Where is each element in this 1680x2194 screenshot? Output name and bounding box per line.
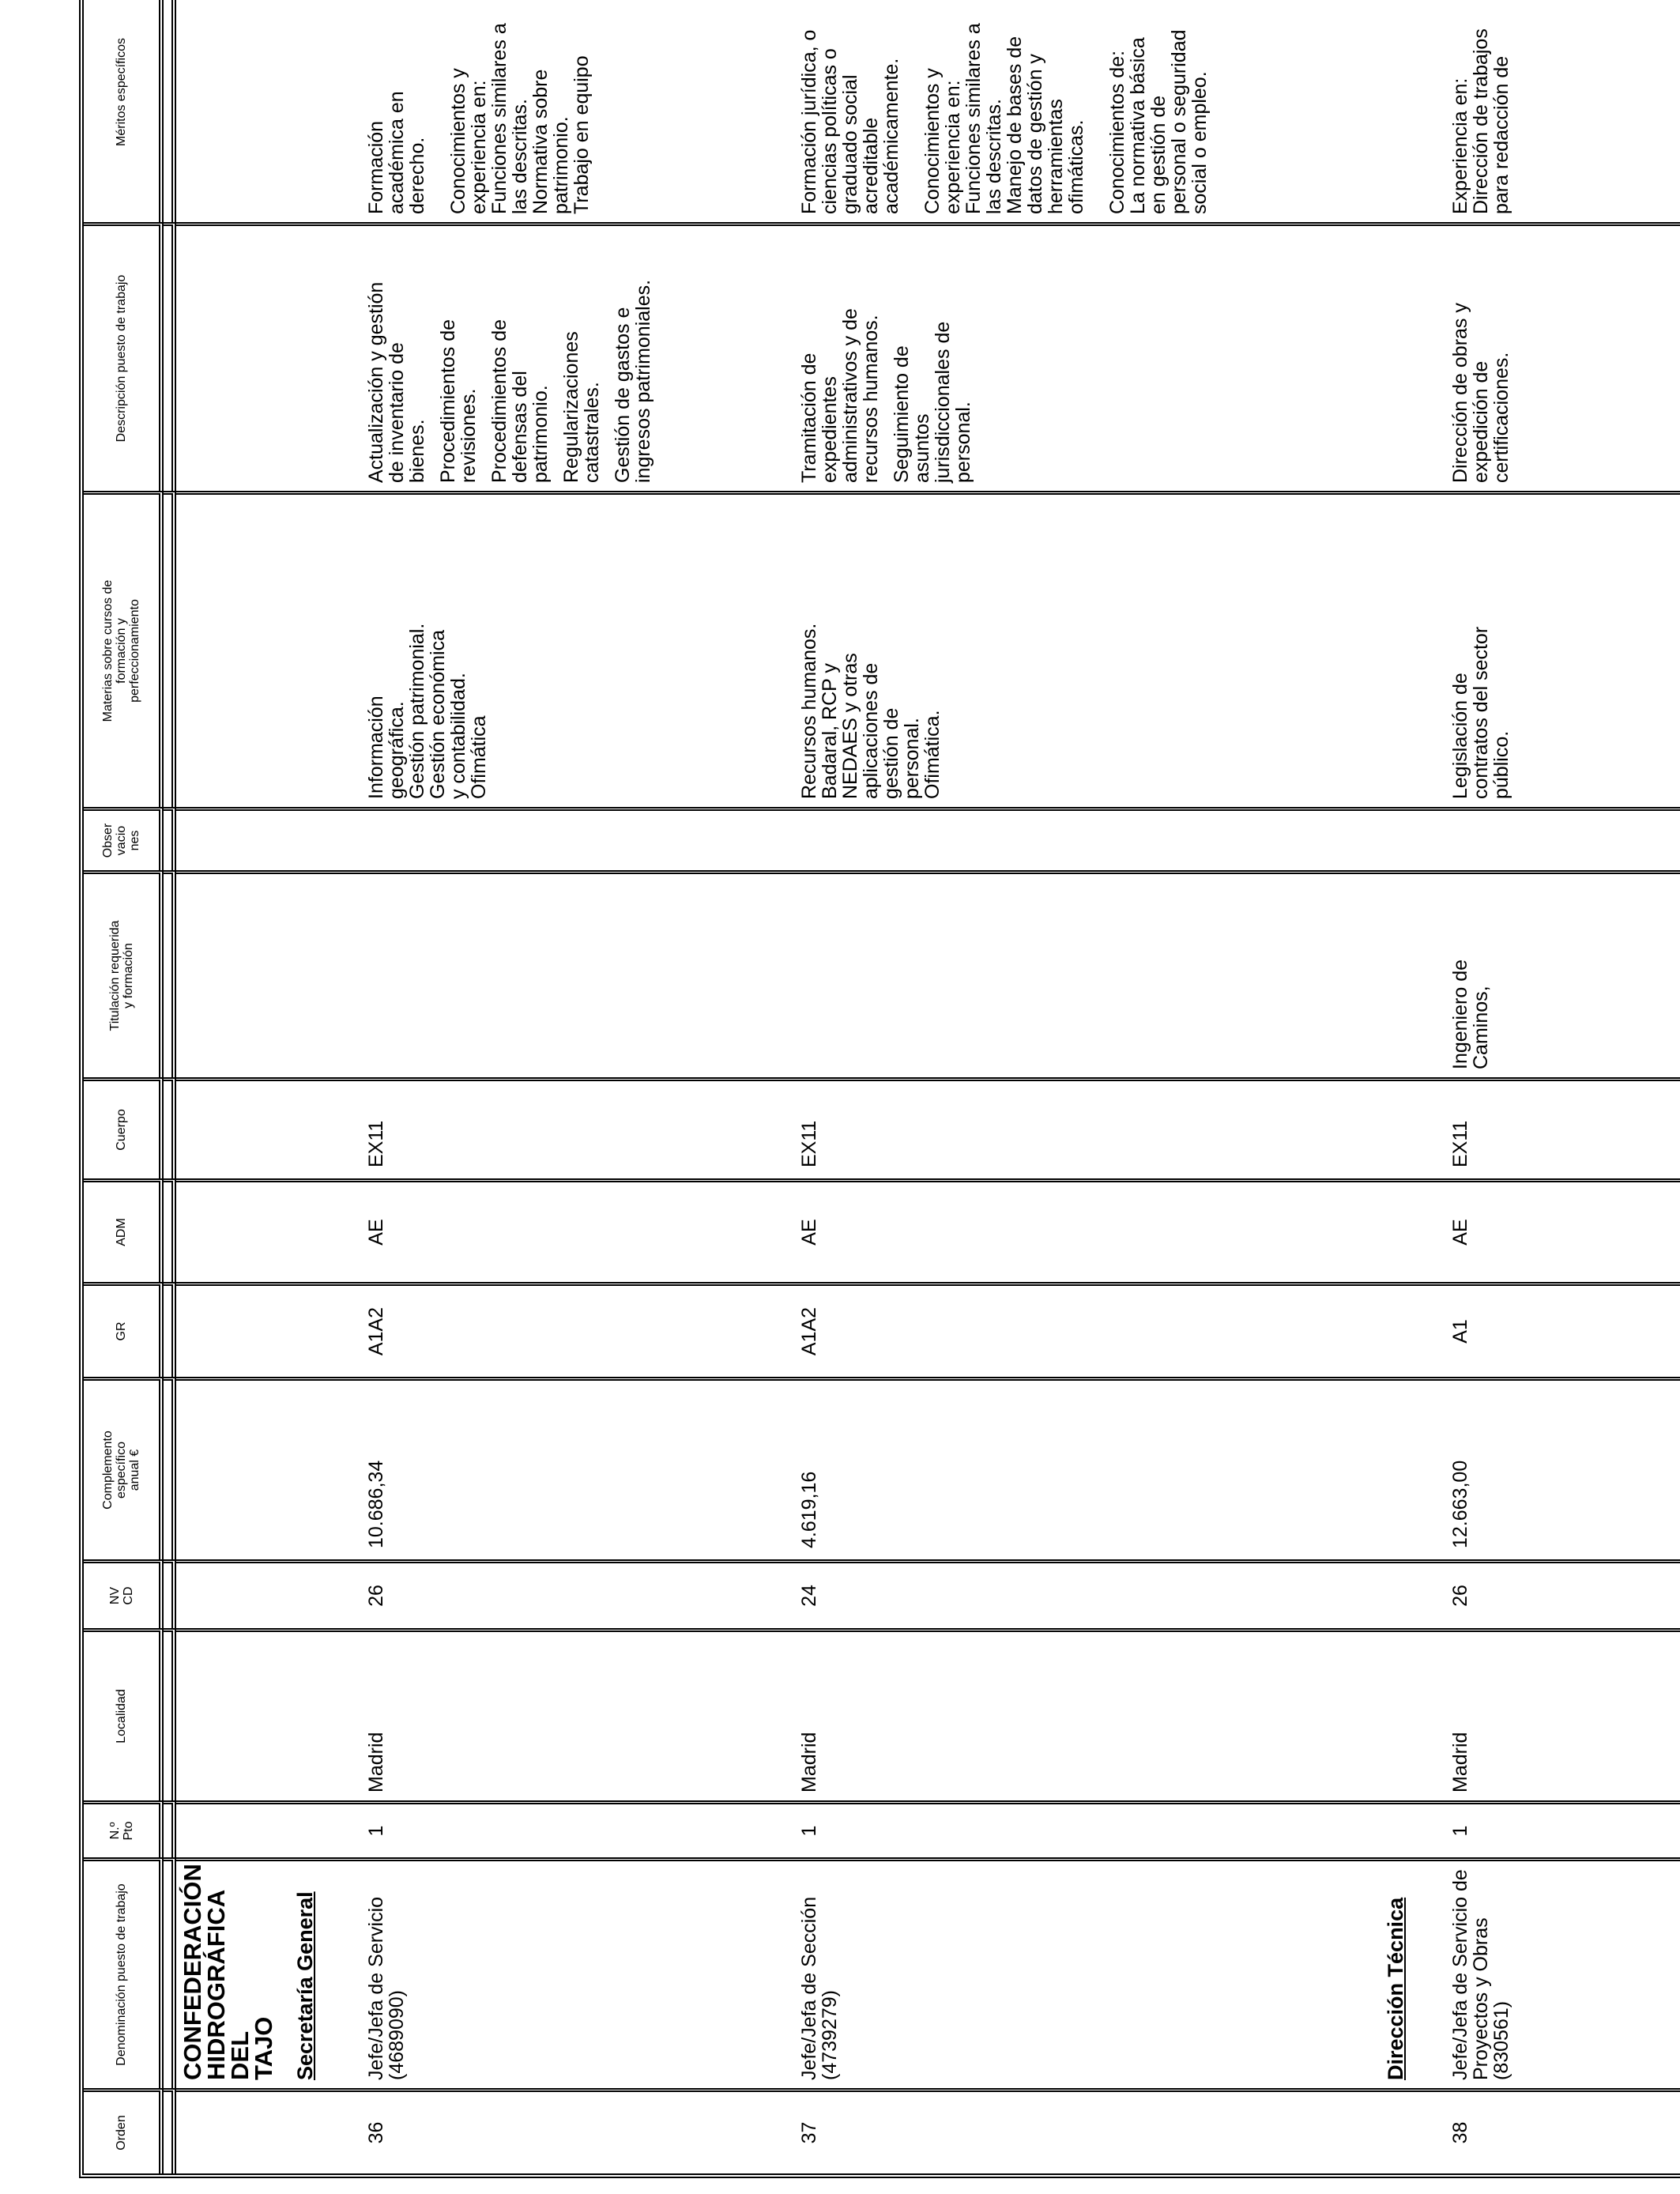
col-complemento bbox=[176, 1377, 1680, 1559]
spacer-cell bbox=[164, 1800, 176, 1857]
header-adm: ADM bbox=[84, 1178, 164, 1282]
organization-line: CONFEDERACIÓN bbox=[179, 1864, 206, 2080]
spacer-cell bbox=[164, 1559, 176, 1628]
text-line: Normativa sobre bbox=[529, 69, 552, 214]
col-nv-cd bbox=[176, 1559, 1680, 1628]
text-line: bienes. bbox=[406, 419, 428, 483]
materia-item bbox=[1450, 499, 1512, 799]
col-descripcion bbox=[176, 222, 1680, 491]
header-observaciones-line: vacio bbox=[115, 825, 128, 856]
descripcion-item bbox=[1450, 229, 1512, 483]
text-line: catastrales. bbox=[581, 382, 603, 483]
col-localidad bbox=[176, 1628, 1680, 1800]
text-line: Conocimientos y bbox=[921, 68, 944, 214]
spacer-cell bbox=[164, 1857, 176, 2088]
materia-item bbox=[799, 499, 819, 799]
row-38-descripcion bbox=[1450, 229, 1522, 483]
row-37-nv-cd: 24 bbox=[798, 1585, 820, 1607]
row-36-meritos bbox=[366, 0, 592, 214]
row-37-n-pto: 1 bbox=[798, 1825, 820, 1837]
text-line: revisiones. bbox=[458, 388, 480, 483]
row-38-cuerpo: EX11 bbox=[1449, 1120, 1471, 1167]
materia-item bbox=[366, 499, 407, 799]
text-line: Recursos humanos. bbox=[798, 623, 820, 799]
col-n-pto bbox=[176, 1800, 1680, 1857]
text-line: de inventario de bbox=[386, 342, 408, 483]
header-titulacion bbox=[84, 870, 164, 1077]
text-line: Funciones similares a bbox=[962, 23, 985, 214]
col-gr bbox=[176, 1282, 1680, 1377]
text-line: público. bbox=[1490, 730, 1512, 799]
header-meritos: Méritos específicos bbox=[84, 0, 164, 222]
text-line: derecho. bbox=[406, 137, 428, 214]
organization-line: TAJO bbox=[250, 2016, 277, 2080]
text-line: Experiencia en: bbox=[1449, 77, 1471, 214]
merito-item bbox=[1128, 0, 1210, 214]
header-complemento-line: específico bbox=[115, 1441, 128, 1499]
row-38-orden: 38 bbox=[1449, 2121, 1471, 2144]
text-line: La normativa básica bbox=[1127, 37, 1149, 214]
header-titulacion-line: Titulación requerida bbox=[107, 920, 122, 1031]
spacer-cell bbox=[164, 0, 176, 222]
header-materias-line: formación y bbox=[115, 618, 128, 684]
row-36-denominacion bbox=[366, 1861, 407, 2080]
header-materias bbox=[84, 491, 164, 807]
text-line: para redacción de bbox=[1490, 55, 1512, 214]
header-observaciones-line: nes bbox=[128, 830, 141, 851]
text-line: Gestión patrimonial. bbox=[406, 623, 428, 799]
text-line: académica en bbox=[386, 91, 408, 214]
text-line: jurisdiccionales de bbox=[932, 321, 954, 483]
header-n-pto-line: Pto bbox=[121, 1821, 135, 1841]
row-38-materias bbox=[1450, 499, 1512, 799]
text-line: patrimonio. bbox=[550, 116, 572, 214]
text-line: Procedimientos de bbox=[437, 319, 459, 483]
spacer-cell bbox=[164, 1178, 176, 1282]
row-38-complemento: 12.663,00 bbox=[1449, 1460, 1471, 1548]
text-line: Tramitación de bbox=[798, 352, 820, 483]
row-38-denominacion-line: (830561) bbox=[1490, 2000, 1512, 2080]
spacer-cell bbox=[164, 222, 176, 491]
row-36-n-pto: 1 bbox=[365, 1825, 387, 1837]
row-38-titulacion bbox=[1450, 874, 1491, 1069]
text-line: Ofimática bbox=[468, 715, 490, 799]
header-row bbox=[84, 0, 164, 2173]
col-denominacion bbox=[176, 1857, 1680, 2088]
row-36-adm: AE bbox=[365, 1219, 387, 1246]
descripcion-item bbox=[561, 229, 602, 483]
text-line: personal o seguridad bbox=[1168, 29, 1190, 214]
text-line: Actualización y gestión bbox=[365, 281, 387, 483]
row-38-titulacion-line: Caminos, bbox=[1470, 986, 1492, 1069]
row-36-complemento: 10.686,34 bbox=[365, 1460, 387, 1548]
merito-item bbox=[922, 0, 963, 214]
text-line: ingresos patrimoniales. bbox=[632, 279, 654, 483]
header-descripcion: Descripción puesto de trabajo bbox=[84, 222, 164, 491]
header-nv-cd-line: NV bbox=[107, 1586, 122, 1605]
text-line: contratos del sector bbox=[1470, 626, 1492, 799]
text-line: Conocimientos y bbox=[447, 68, 469, 214]
merito-item bbox=[530, 0, 571, 214]
row-37-localidad: Madrid bbox=[798, 1732, 820, 1793]
spacer-cell bbox=[164, 807, 176, 870]
header-materias-line: perfeccionamiento bbox=[128, 599, 141, 703]
col-observaciones bbox=[176, 807, 1680, 870]
descripcion-item bbox=[799, 229, 881, 483]
row-36-descripcion bbox=[366, 229, 664, 483]
descripcion-item bbox=[366, 229, 428, 483]
text-line: geográfica. bbox=[386, 701, 408, 799]
materia-item bbox=[407, 499, 428, 799]
row-36-localidad: Madrid bbox=[365, 1732, 387, 1793]
text-line: ciencias políticas o bbox=[819, 48, 841, 214]
merito-item bbox=[1471, 0, 1512, 214]
merito-item bbox=[1004, 0, 1087, 214]
row-38-n-pto: 1 bbox=[1449, 1825, 1471, 1837]
row-38-meritos bbox=[1450, 0, 1512, 214]
text-line: Conocimientos de: bbox=[1106, 50, 1128, 214]
spacer-cell bbox=[164, 870, 176, 1077]
text-line: Procedimientos de bbox=[488, 319, 510, 483]
descripcion-item bbox=[489, 229, 551, 483]
text-line: recursos humanos. bbox=[860, 315, 882, 483]
spacer-cell bbox=[164, 1377, 176, 1559]
text-line: Información bbox=[365, 696, 387, 799]
unit-secretaria-general: Secretaría General bbox=[293, 1891, 317, 2080]
row-38-gr: A1 bbox=[1449, 1319, 1471, 1344]
merito-item bbox=[448, 0, 489, 214]
text-line: Gestión económica bbox=[427, 629, 449, 799]
row-36-denominacion-line: Jefe/Jefa de Servicio bbox=[365, 1896, 387, 2080]
row-36-gr: A1A2 bbox=[365, 1306, 387, 1356]
text-line: herramientas bbox=[1045, 99, 1067, 214]
text-line: Legislación de bbox=[1449, 673, 1471, 799]
row-36-denominacion-line: (4689090) bbox=[386, 1990, 408, 2080]
col-orden bbox=[176, 2088, 1680, 2173]
materia-item bbox=[922, 499, 943, 799]
text-line: Gestión de gastos e bbox=[612, 307, 634, 483]
text-line: patrimonio. bbox=[529, 385, 552, 483]
text-line: datos de gestión y bbox=[1024, 54, 1046, 214]
header-materias-line: Materias sobre cursos de bbox=[101, 579, 115, 722]
text-line: expedientes bbox=[819, 376, 841, 483]
header-cuerpo: Cuerpo bbox=[84, 1077, 164, 1178]
spacer-cell bbox=[164, 1077, 176, 1178]
text-line: Formación jurídica, o bbox=[798, 29, 820, 214]
col-materias bbox=[176, 491, 1680, 807]
spacer-cell bbox=[164, 1628, 176, 1800]
row-38-denominacion-line: Proyectos y Obras bbox=[1470, 1917, 1492, 2080]
row-36-cuerpo: EX11 bbox=[365, 1120, 387, 1167]
header-titulacion-line: y formación bbox=[121, 943, 135, 1008]
merito-item bbox=[1107, 0, 1128, 214]
header-orden: Orden bbox=[84, 2088, 164, 2173]
merito-item bbox=[489, 0, 530, 214]
text-line: expedición de bbox=[1470, 360, 1492, 483]
row-36-nv-cd: 26 bbox=[365, 1585, 387, 1607]
row-38-titulacion-line: Ingeniero de bbox=[1449, 959, 1471, 1069]
text-line: académicamente. bbox=[880, 58, 902, 214]
header-complemento-line: anual € bbox=[128, 1449, 141, 1491]
row-37-meritos bbox=[799, 0, 1210, 214]
text-line: las descritas. bbox=[983, 99, 1005, 214]
header-observaciones-line: Obser bbox=[101, 823, 115, 858]
row-37-materias bbox=[799, 499, 943, 799]
spacer-row bbox=[164, 0, 176, 2173]
text-line: NEDAES y otras bbox=[839, 653, 861, 799]
row-38-denominacion-line: Jefe/Jefa de Servicio de bbox=[1449, 1869, 1471, 2080]
text-line: Funciones similares a bbox=[488, 23, 510, 214]
text-line: Trabajo en equipo bbox=[571, 55, 593, 214]
text-line: acreditable bbox=[860, 117, 882, 214]
text-line: defensas del bbox=[509, 371, 531, 483]
header-denominacion: Denominación puesto de trabajo bbox=[84, 1857, 164, 2088]
text-line: personal. bbox=[901, 718, 923, 799]
header-nv-cd bbox=[84, 1559, 164, 1628]
col-cuerpo bbox=[176, 1077, 1680, 1178]
text-line: Formación bbox=[365, 120, 387, 214]
row-37-gr: A1A2 bbox=[798, 1306, 820, 1356]
text-line: certificaciones. bbox=[1490, 352, 1512, 483]
text-line: ofimáticas. bbox=[1065, 119, 1087, 214]
header-n-pto-line: N.º bbox=[107, 1822, 122, 1840]
spacer-cell bbox=[164, 1282, 176, 1377]
header-observaciones bbox=[84, 807, 164, 870]
col-titulacion bbox=[176, 870, 1680, 1077]
text-line: Dirección de obras y bbox=[1449, 303, 1471, 483]
organization-title bbox=[176, 1861, 276, 2080]
row-37-descripcion bbox=[799, 229, 984, 483]
header-complemento-line: Complemento bbox=[101, 1431, 115, 1510]
row-37-adm: AE bbox=[798, 1219, 820, 1246]
row-36-orden: 36 bbox=[365, 2121, 387, 2144]
text-line: Regularizaciones bbox=[560, 331, 582, 483]
text-line: Manejo de bases de bbox=[1004, 36, 1026, 214]
positions-table bbox=[79, 0, 1680, 2178]
text-line: y contabilidad. bbox=[447, 673, 469, 799]
header-localidad: Localidad bbox=[84, 1628, 164, 1800]
text-line: social o empleo. bbox=[1188, 71, 1211, 214]
text-line: las descritas. bbox=[509, 99, 531, 214]
row-38-denominacion bbox=[1450, 1861, 1512, 2080]
text-line: Seguimiento de bbox=[891, 345, 913, 483]
header-n-pto bbox=[84, 1800, 164, 1857]
text-line: Ofimática. bbox=[921, 710, 944, 799]
col-adm bbox=[176, 1178, 1680, 1282]
text-line: aplicaciones de bbox=[860, 662, 882, 799]
text-line: experiencia en: bbox=[468, 80, 490, 214]
text-line: en gestión de bbox=[1147, 95, 1170, 214]
descripcion-item bbox=[612, 229, 654, 483]
row-38-adm: AE bbox=[1449, 1219, 1471, 1246]
text-line: graduado social bbox=[839, 74, 861, 214]
materia-item bbox=[469, 499, 489, 799]
descripcion-item bbox=[891, 229, 974, 483]
row-36-materias bbox=[366, 499, 489, 799]
merito-item bbox=[571, 0, 592, 214]
row-37-complemento: 4.619,16 bbox=[798, 1471, 820, 1548]
header-nv-cd-line: CD bbox=[121, 1586, 135, 1605]
row-37-orden: 37 bbox=[798, 2121, 820, 2144]
spacer-cell bbox=[164, 2088, 176, 2173]
col-meritos bbox=[176, 0, 1680, 222]
row-37-denominacion bbox=[799, 1861, 840, 2080]
merito-item bbox=[1450, 0, 1471, 214]
header-gr: GR bbox=[84, 1282, 164, 1377]
row-37-cuerpo: EX11 bbox=[798, 1120, 820, 1167]
text-line: administrativos y de bbox=[839, 308, 861, 483]
organization-line: HIDROGRÁFICA DEL bbox=[202, 1891, 254, 2080]
header-complemento bbox=[84, 1377, 164, 1559]
row-37-denominacion-line: (4739279) bbox=[819, 1990, 841, 2080]
row-37-denominacion-line: Jefe/Jefa de Sección bbox=[798, 1896, 820, 2080]
descripcion-item bbox=[438, 229, 479, 483]
merito-item bbox=[799, 0, 902, 214]
text-line: experiencia en: bbox=[942, 80, 964, 214]
materia-item bbox=[819, 499, 922, 799]
spacer-cell bbox=[164, 491, 176, 807]
body-row bbox=[176, 0, 1680, 2173]
text-line: gestión de bbox=[880, 707, 902, 799]
row-38-nv-cd: 26 bbox=[1449, 1585, 1471, 1607]
text-line: Dirección de trabajos bbox=[1470, 28, 1492, 214]
merito-item bbox=[963, 0, 1004, 214]
merito-item bbox=[366, 0, 428, 214]
materia-item bbox=[428, 499, 469, 799]
row-38-localidad: Madrid bbox=[1449, 1732, 1471, 1793]
text-line: asuntos bbox=[911, 413, 933, 483]
text-line: personal. bbox=[952, 401, 974, 483]
unit-direccion-tecnica: Dirección Técnica bbox=[1384, 1897, 1407, 2080]
text-line: Badaral, RCP y bbox=[819, 663, 841, 799]
